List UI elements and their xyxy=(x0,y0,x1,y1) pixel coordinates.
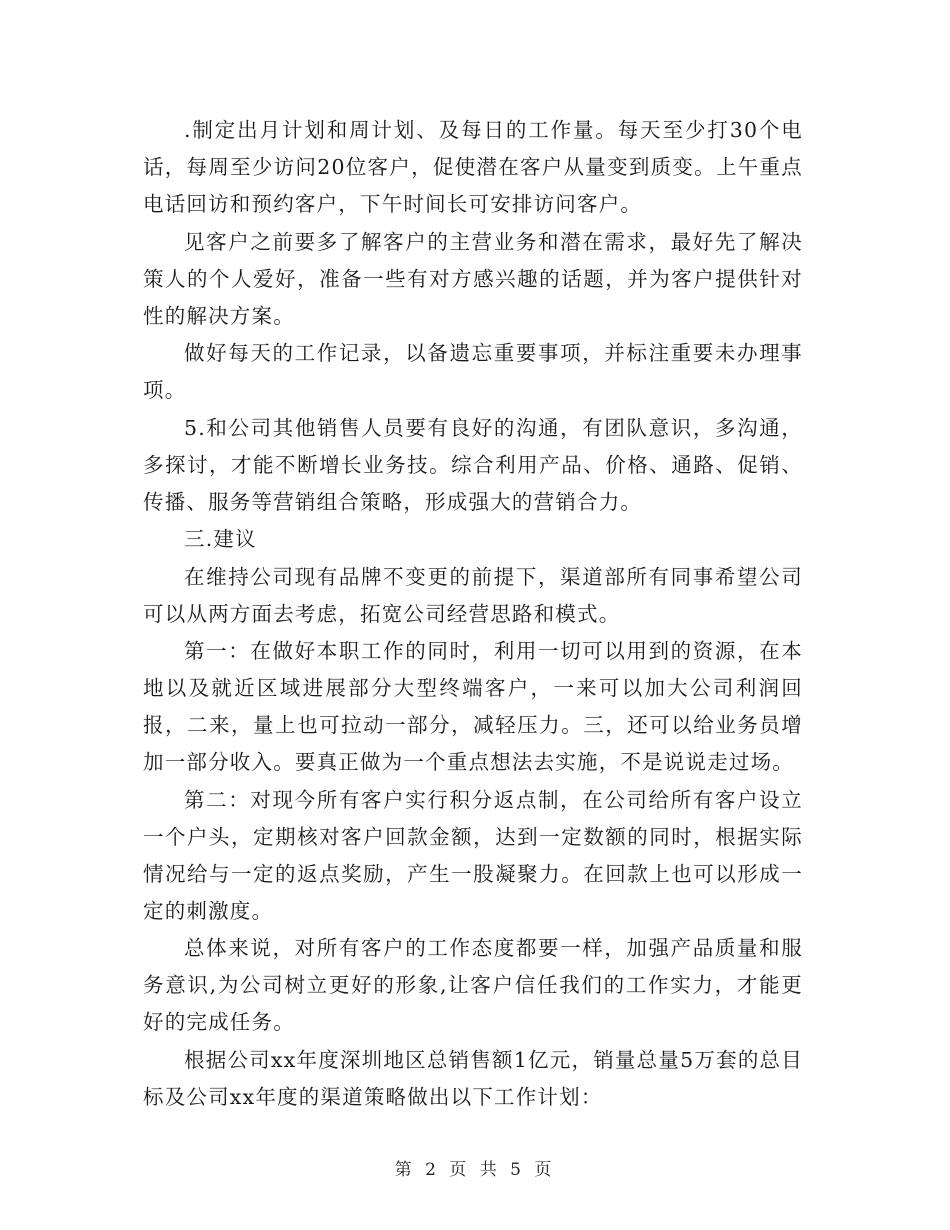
paragraph-suggestion-intro: 在维持公司现有品牌不变更的前提下，渠道部所有同事希望公司可以从两方面去考虑，拓宽公司经营思路和模式。 xyxy=(143,564,803,626)
paragraph-summary: 总体来说，对所有客户的工作态度都要一样，加强产品质量和服务意识,为公司树立更好的形象,让客户信任我们的工作实力，才能更好的完成任务。 xyxy=(143,936,803,1034)
page-number-footer: 第 2 页 共 5 页 xyxy=(394,1160,556,1180)
paragraph-suggestion-second: 第二：对现今所有客户实行积分返点制，在公司给所有客户设立一个户头，定期核对客户回款金额，达到一定数额的同时，根据实际情况给与一定的返点奖励，产生一股凝聚力。在回款上也可以形成一定的刺激度。 xyxy=(143,787,803,923)
paragraph-annual-plan: 根据公司xx年度深圳地区总销售额1亿元，销量总量5万套的总目标及公司xx年度的渠道策略做出以下工作计划： xyxy=(143,1047,803,1109)
paragraph-daily-plan: .制定出月计划和周计划、及每日的工作量。每天至少打30个电话，每周至少访问20位客户，促使潜在客户从量变到质变。上午重点电话回访和预约客户，下午时间长可安排访问客户。 xyxy=(143,118,803,216)
paragraph-work-record: 做好每天的工作记录，以备遗忘重要事项，并标注重要未办理事项。 xyxy=(143,341,803,402)
document-body xyxy=(143,112,803,1116)
paragraph-suggestion-first: 第一：在做好本职工作的同时，利用一切可以用到的资源，在本地以及就近区域进展部分大型终端客户，一来可以加大公司利润回报，二来，量上也可拉动一部分，减轻压力。三，还可以给业务员增加一部分收入。要真正做为一个重点想法去实施，不是说说走过场。 xyxy=(143,639,803,774)
paragraph-team-communication: 5.和公司其他销售人员要有良好的沟通，有团队意识，多沟通，多探讨，才能不断增长业务技。综合利用产品、价格、通路、促销、传播、服务等营销组合策略，形成强大的营销合力。 xyxy=(143,415,803,514)
section-heading-suggestions: 三.建议 xyxy=(184,527,257,551)
paragraph-know-customer: 见客户之前要多了解客户的主营业务和潜在需求，最好先了解决策人的个人爱好，准备一些有对方感兴趣的话题，并为客户提供针对性的解决方案。 xyxy=(143,229,803,328)
